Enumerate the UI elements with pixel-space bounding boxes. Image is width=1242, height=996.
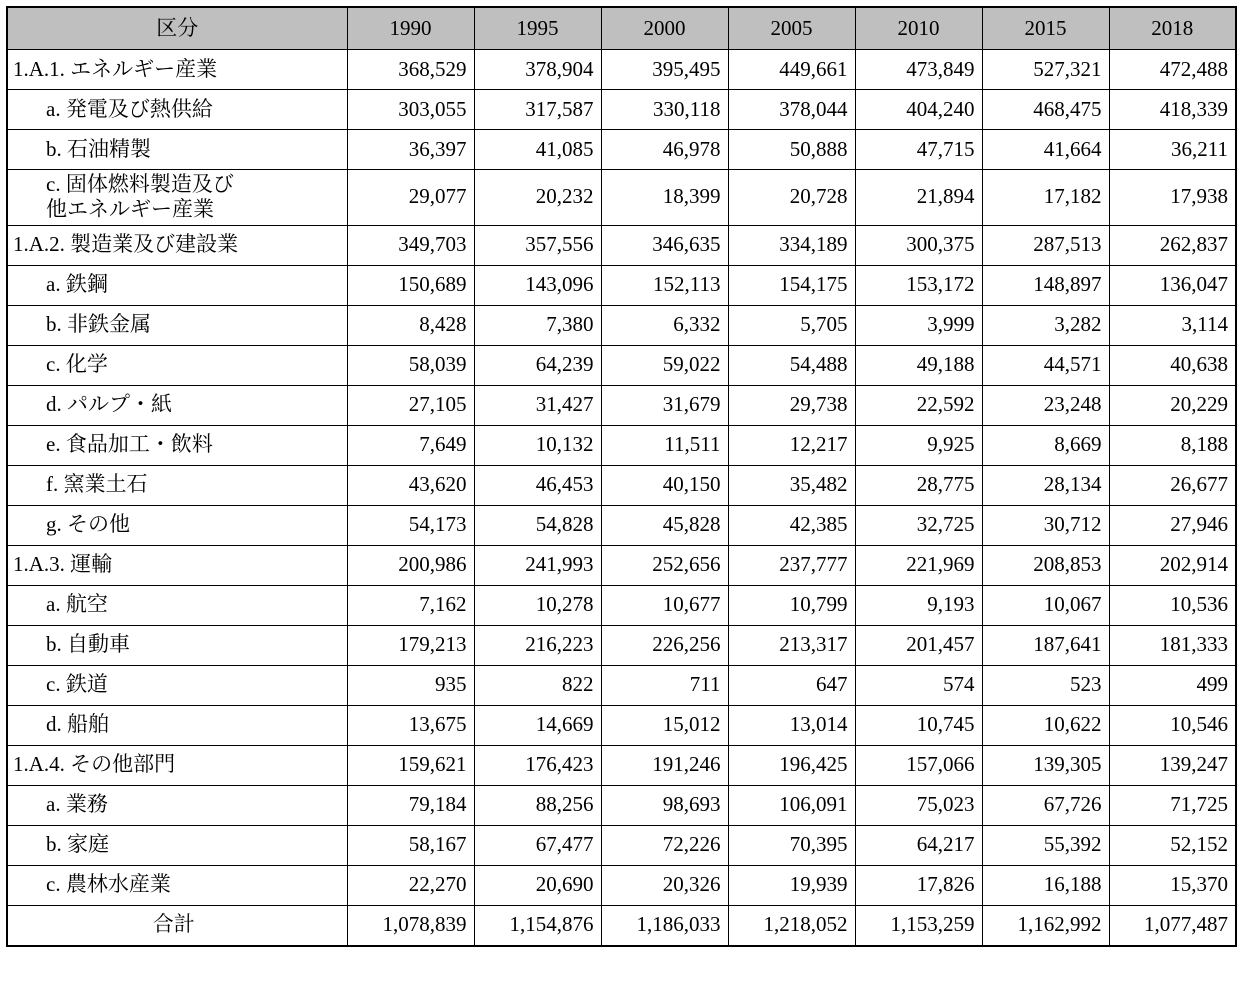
data-cell: 150,689 (347, 265, 474, 305)
data-cell: 317,587 (474, 90, 601, 130)
data-cell: 15,012 (601, 705, 728, 745)
data-cell: 208,853 (982, 545, 1109, 585)
data-cell: 216,223 (474, 625, 601, 665)
data-cell: 523 (982, 665, 1109, 705)
data-cell: 9,193 (855, 585, 982, 625)
data-cell: 59,022 (601, 345, 728, 385)
table-row (7, 425, 1236, 465)
data-cell: 3,282 (982, 305, 1109, 345)
row-label: b. 非鉄金属 (7, 305, 347, 345)
table-row (7, 785, 1236, 825)
table-row (7, 265, 1236, 305)
data-cell: 357,556 (474, 225, 601, 265)
data-cell: 213,317 (728, 625, 855, 665)
data-cell: 473,849 (855, 50, 982, 90)
data-cell: 20,232 (474, 170, 601, 226)
data-cell: 148,897 (982, 265, 1109, 305)
data-cell: 44,571 (982, 345, 1109, 385)
table-row (7, 505, 1236, 545)
table-row (7, 625, 1236, 665)
data-cell: 55,392 (982, 825, 1109, 865)
data-cell: 154,175 (728, 265, 855, 305)
row-label: b. 自動車 (7, 625, 347, 665)
data-cell: 43,620 (347, 465, 474, 505)
data-cell: 70,395 (728, 825, 855, 865)
data-cell: 32,725 (855, 505, 982, 545)
data-cell: 468,475 (982, 90, 1109, 130)
data-cell: 29,077 (347, 170, 474, 226)
data-cell: 36,211 (1109, 130, 1236, 170)
data-cell: 20,229 (1109, 385, 1236, 425)
data-cell: 237,777 (728, 545, 855, 585)
emissions-table (6, 6, 1237, 947)
data-cell: 67,477 (474, 825, 601, 865)
data-cell: 7,162 (347, 585, 474, 625)
data-cell: 88,256 (474, 785, 601, 825)
data-cell: 18,399 (601, 170, 728, 226)
table-row (7, 545, 1236, 585)
data-cell: 187,641 (982, 625, 1109, 665)
data-cell: 378,904 (474, 50, 601, 90)
data-cell: 58,167 (347, 825, 474, 865)
data-cell: 139,305 (982, 745, 1109, 785)
data-cell: 8,669 (982, 425, 1109, 465)
data-cell: 64,217 (855, 825, 982, 865)
data-cell: 157,066 (855, 745, 982, 785)
data-cell: 1,153,259 (855, 905, 982, 946)
row-label: 1.A.4. その他部門 (7, 745, 347, 785)
data-cell: 22,592 (855, 385, 982, 425)
data-cell: 196,425 (728, 745, 855, 785)
row-label: 1.A.1. エネルギー産業 (7, 50, 347, 90)
data-cell: 368,529 (347, 50, 474, 90)
data-cell: 10,067 (982, 585, 1109, 625)
data-cell: 10,132 (474, 425, 601, 465)
data-cell: 1,078,839 (347, 905, 474, 946)
data-cell: 176,423 (474, 745, 601, 785)
header-cell-year: 2000 (601, 7, 728, 50)
data-cell: 3,999 (855, 305, 982, 345)
data-cell: 647 (728, 665, 855, 705)
data-cell: 179,213 (347, 625, 474, 665)
data-cell-highlighted: 15,370 (1109, 865, 1236, 905)
data-cell: 241,993 (474, 545, 601, 585)
data-cell: 1,154,876 (474, 905, 601, 946)
data-cell: 1,162,992 (982, 905, 1109, 946)
data-cell: 574 (855, 665, 982, 705)
data-cell: 27,946 (1109, 505, 1236, 545)
data-cell: 50,888 (728, 130, 855, 170)
data-cell: 46,453 (474, 465, 601, 505)
data-cell: 54,173 (347, 505, 474, 545)
data-cell: 499 (1109, 665, 1236, 705)
data-cell: 935 (347, 665, 474, 705)
data-cell: 31,427 (474, 385, 601, 425)
row-label: 合計 (7, 905, 347, 946)
data-cell: 8,428 (347, 305, 474, 345)
row-label: a. 発電及び熱供給 (7, 90, 347, 130)
data-cell-highlighted: 52,152 (1109, 825, 1236, 865)
data-cell-highlighted: 472,488 (1109, 50, 1236, 90)
data-cell: 46,978 (601, 130, 728, 170)
table-row (7, 705, 1236, 745)
data-cell: 7,649 (347, 425, 474, 465)
data-cell: 41,085 (474, 130, 601, 170)
data-cell: 75,023 (855, 785, 982, 825)
header-cell-year: 1995 (474, 7, 601, 50)
table-row (7, 50, 1236, 90)
data-cell: 201,457 (855, 625, 982, 665)
data-cell: 10,745 (855, 705, 982, 745)
table-row (7, 225, 1236, 265)
data-cell: 181,333 (1109, 625, 1236, 665)
table-row (7, 305, 1236, 345)
header-cell-year: 2005 (728, 7, 855, 50)
data-cell: 13,675 (347, 705, 474, 745)
row-label: b. 石油精製 (7, 130, 347, 170)
data-cell: 346,635 (601, 225, 728, 265)
table-row (7, 170, 1236, 226)
table-body (7, 50, 1236, 946)
header-cell-year: 2015 (982, 7, 1109, 50)
data-cell: 17,826 (855, 865, 982, 905)
data-cell: 136,047 (1109, 265, 1236, 305)
data-cell: 200,986 (347, 545, 474, 585)
data-cell: 45,828 (601, 505, 728, 545)
data-cell: 28,134 (982, 465, 1109, 505)
data-cell: 303,055 (347, 90, 474, 130)
data-cell: 58,039 (347, 345, 474, 385)
row-label: b. 家庭 (7, 825, 347, 865)
row-label: c. 固体燃料製造及び 他エネルギー産業 (7, 170, 347, 226)
data-cell: 527,321 (982, 50, 1109, 90)
row-label: g. その他 (7, 505, 347, 545)
table-row (7, 745, 1236, 785)
data-cell: 11,511 (601, 425, 728, 465)
header-cell-year: 2010 (855, 7, 982, 50)
row-label: 1.A.2. 製造業及び建設業 (7, 225, 347, 265)
data-cell: 10,622 (982, 705, 1109, 745)
header-cell-year: 2018 (1109, 7, 1236, 50)
data-cell: 17,182 (982, 170, 1109, 226)
data-cell: 159,621 (347, 745, 474, 785)
table-row (7, 865, 1236, 905)
data-cell: 822 (474, 665, 601, 705)
data-cell: 23,248 (982, 385, 1109, 425)
table-row (7, 825, 1236, 865)
row-label: a. 航空 (7, 585, 347, 625)
data-cell: 1,186,033 (601, 905, 728, 946)
table-row (7, 905, 1236, 946)
header-row (7, 7, 1236, 50)
data-cell: 79,184 (347, 785, 474, 825)
data-cell: 418,339 (1109, 90, 1236, 130)
row-label: d. パルプ・紙 (7, 385, 347, 425)
data-cell: 449,661 (728, 50, 855, 90)
data-cell: 40,638 (1109, 345, 1236, 385)
data-cell: 3,114 (1109, 305, 1236, 345)
data-cell: 54,488 (728, 345, 855, 385)
data-cell: 287,513 (982, 225, 1109, 265)
data-cell: 334,189 (728, 225, 855, 265)
header-cell-label: 区分 (7, 7, 347, 50)
data-cell: 349,703 (347, 225, 474, 265)
data-cell: 6,332 (601, 305, 728, 345)
table-row (7, 465, 1236, 505)
data-cell: 10,677 (601, 585, 728, 625)
data-cell: 26,677 (1109, 465, 1236, 505)
data-cell: 10,278 (474, 585, 601, 625)
row-label: 1.A.3. 運輸 (7, 545, 347, 585)
data-cell: 153,172 (855, 265, 982, 305)
data-cell-highlighted: 202,914 (1109, 545, 1236, 585)
header-cell-year: 1990 (347, 7, 474, 50)
row-label: a. 鉄鋼 (7, 265, 347, 305)
data-cell: 7,380 (474, 305, 601, 345)
data-cell: 31,679 (601, 385, 728, 425)
row-label: f. 窯業土石 (7, 465, 347, 505)
data-cell: 27,105 (347, 385, 474, 425)
data-cell: 10,536 (1109, 585, 1236, 625)
data-cell: 17,938 (1109, 170, 1236, 226)
data-cell: 191,246 (601, 745, 728, 785)
data-cell: 330,118 (601, 90, 728, 130)
data-cell: 16,188 (982, 865, 1109, 905)
data-cell: 30,712 (982, 505, 1109, 545)
data-cell: 54,828 (474, 505, 601, 545)
table-row (7, 345, 1236, 385)
table-row (7, 90, 1236, 130)
table-row (7, 665, 1236, 705)
data-cell-highlighted: 262,837 (1109, 225, 1236, 265)
data-cell: 19,939 (728, 865, 855, 905)
data-cell: 72,226 (601, 825, 728, 865)
data-cell: 10,546 (1109, 705, 1236, 745)
data-cell: 10,799 (728, 585, 855, 625)
data-cell: 40,150 (601, 465, 728, 505)
data-cell: 98,693 (601, 785, 728, 825)
data-cell: 20,728 (728, 170, 855, 226)
data-cell: 152,113 (601, 265, 728, 305)
data-cell: 226,256 (601, 625, 728, 665)
data-cell: 20,326 (601, 865, 728, 905)
row-label: c. 鉄道 (7, 665, 347, 705)
row-label: e. 食品加工・飲料 (7, 425, 347, 465)
data-cell: 300,375 (855, 225, 982, 265)
data-cell: 8,188 (1109, 425, 1236, 465)
data-cell: 67,726 (982, 785, 1109, 825)
data-cell: 395,495 (601, 50, 728, 90)
data-cell: 711 (601, 665, 728, 705)
data-cell: 21,894 (855, 170, 982, 226)
data-cell: 42,385 (728, 505, 855, 545)
data-cell: 13,014 (728, 705, 855, 745)
row-label: d. 船舶 (7, 705, 347, 745)
data-cell: 252,656 (601, 545, 728, 585)
data-cell: 29,738 (728, 385, 855, 425)
row-label: c. 化学 (7, 345, 347, 385)
data-cell: 28,775 (855, 465, 982, 505)
data-cell: 14,669 (474, 705, 601, 745)
table-row (7, 385, 1236, 425)
data-cell: 41,664 (982, 130, 1109, 170)
table-head (7, 7, 1236, 50)
data-cell: 12,217 (728, 425, 855, 465)
row-label: c. 農林水産業 (7, 865, 347, 905)
data-cell: 139,247 (1109, 745, 1236, 785)
data-cell: 22,270 (347, 865, 474, 905)
data-cell: 221,969 (855, 545, 982, 585)
row-label: a. 業務 (7, 785, 347, 825)
data-cell: 20,690 (474, 865, 601, 905)
data-cell: 1,218,052 (728, 905, 855, 946)
data-cell: 378,044 (728, 90, 855, 130)
data-cell: 9,925 (855, 425, 982, 465)
data-cell: 49,188 (855, 345, 982, 385)
data-cell: 64,239 (474, 345, 601, 385)
data-cell: 47,715 (855, 130, 982, 170)
data-cell: 1,077,487 (1109, 905, 1236, 946)
table-row (7, 585, 1236, 625)
table-row (7, 130, 1236, 170)
data-cell-highlighted: 71,725 (1109, 785, 1236, 825)
data-cell: 5,705 (728, 305, 855, 345)
data-cell: 404,240 (855, 90, 982, 130)
data-cell: 143,096 (474, 265, 601, 305)
data-cell: 35,482 (728, 465, 855, 505)
data-cell: 36,397 (347, 130, 474, 170)
data-cell: 106,091 (728, 785, 855, 825)
